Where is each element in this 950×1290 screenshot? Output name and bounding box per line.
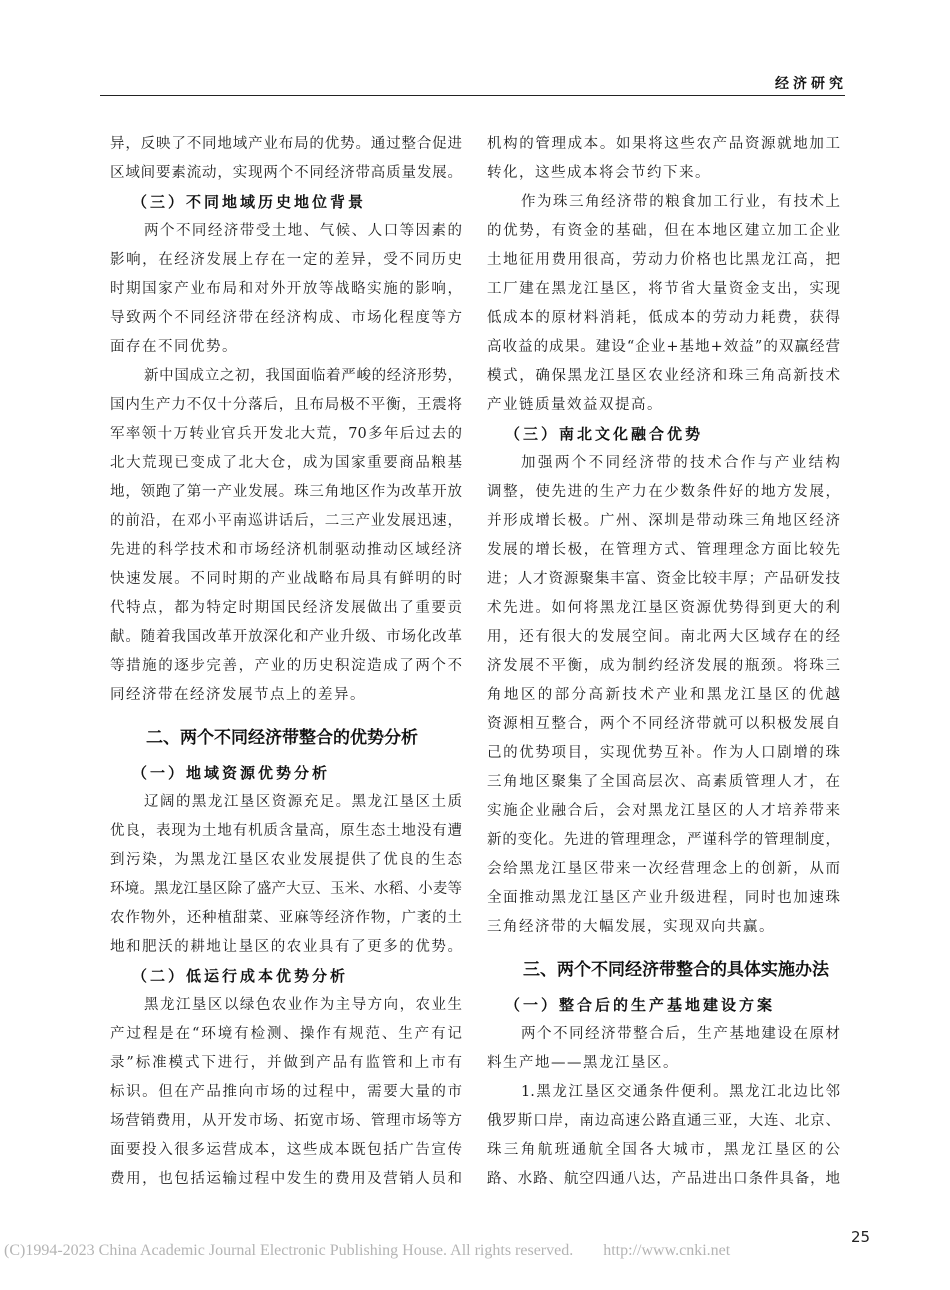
copyright-text: (C)1994-2023 China Academic Journal Electronic Publishing House. All rights reserved. (4, 1242, 574, 1259)
paragraph-line: 珠三角航班通航全国各大城市，黑龙江垦区的公 (487, 1142, 840, 1158)
paragraph-line: 时期国家产业布局和对外开放等战略实施的影响， (110, 281, 462, 297)
paragraph-line: 发展的增长极，在管理方式、管理理念方面比较先 (487, 542, 840, 558)
subsection-heading-resource: （一）地域资源优势分析 (132, 764, 331, 782)
paragraph-culture (487, 449, 840, 942)
paragraph-line: 新的变化。先进的管理理念，严谨科学的管理制度， (487, 832, 840, 848)
paragraph-history-development (110, 362, 462, 710)
paragraph-line: 农作物外，还种植甜菜、亚麻等经济作物，广袤的土 (110, 910, 462, 926)
paragraph-line: 的优势，有资金的基础，但在本地区建立加工企业 (487, 223, 840, 239)
subsection-heading-production-base: （一）整合后的生产基地建设方案 (505, 996, 776, 1014)
paragraph-continuation (110, 130, 462, 188)
paragraph-line: 环境。黑龙江垦区除了盛产大豆、玉米、水稻、小麦等 (110, 881, 462, 897)
paragraph-line: 高收益的成果。建设“企业+基地+效益”的双赢经营 (487, 339, 840, 355)
paragraph-line: 导致两个不同经济带在经济构成、市场化程度等方 (110, 310, 462, 326)
paragraph-cost (110, 991, 462, 1194)
paragraph-line: 低成本的原材料消耗，低成本的劳动力耗费，获得 (487, 310, 840, 326)
paragraph-line: 资源相互整合，两个不同经济带就可以积极发展自 (487, 716, 840, 732)
paragraph-line: 术先进。如何将黑龙江垦区资源优势得到更大的利 (487, 600, 840, 616)
paragraph-line: 己的优势项目，实现优势互补。作为人口剧增的珠 (487, 745, 840, 761)
paragraph-line: 两个不同经济带整合后，生产基地建设在原材 (521, 1026, 840, 1042)
paragraph-line: 模式，确保黑龙江垦区农业经济和珠三角高新技术 (487, 368, 840, 384)
paragraph-line: 新中国成立之初，我国面临着严峻的经济形势， (144, 368, 462, 384)
paragraph-line: 区域间要素流动，实现两个不同经济带高质量发展。 (110, 165, 462, 181)
paragraph-line: 标识。但在产品推向市场的过程中，需要大量的市 (110, 1084, 462, 1100)
paragraph-line: 角地区的部分高新技术产业和黑龙江垦区的优越 (487, 687, 840, 703)
footer-url: http://www.cnki.net (603, 1242, 731, 1259)
subsection-heading-history: （三）不同地域历史地位背景 (132, 193, 367, 211)
paragraph-line: 实施企业融合后，会对黑龙江垦区的人才培养带来 (487, 803, 840, 819)
paragraph-production-base (487, 1020, 840, 1078)
paragraph-line: 两个不同经济带受土地、气候、人口等因素的 (144, 223, 462, 239)
paragraph-line: 先进的科学技术和市场经济机制驱动推动区域经济 (110, 542, 462, 558)
paragraph-line: 三角地区聚集了全国高层次、高素质管理人才，在 (487, 774, 840, 790)
paragraph-line: 土地征用费用很高，劳动力价格也比黑龙江高，把 (487, 252, 840, 268)
paragraph-transportation (487, 1078, 840, 1194)
paragraph-line: 进；人才资源聚集丰富、资金比较丰厚；产品研发技 (487, 571, 840, 587)
copyright-footer (4, 1242, 730, 1260)
paragraph-line: 异，反映了不同地域产业布局的优势。通过整合促进 (110, 136, 462, 152)
paragraph-line: 影响，在经济发展上存在一定的差异，受不同历史 (110, 252, 462, 268)
header-divider (100, 95, 845, 96)
paragraph-line: 产业链质量效益双提高。 (487, 397, 663, 413)
paragraph-line: 三角经济带的大幅发展，实现双向共赢。 (487, 919, 775, 935)
paragraph-line: 国内生产力不仅十分落后，且布局极不平衡，王震将 (110, 397, 462, 413)
paragraph-line: 献。随着我国改革开放深化和产业升级、市场化改革 (110, 629, 462, 645)
paragraph-line: 面要投入很多运营成本，这些成本既包括广告宣传 (110, 1142, 462, 1158)
paragraph-line: 产过程是在“环境有检测、操作有规范、生产有记 (110, 1026, 462, 1042)
paragraph-line: 场营销费用，从开发市场、拓宽市场、管理市场等方 (110, 1113, 462, 1129)
paragraph-line: 等措施的逐步完善，产业的历史积淀造成了两个不 (110, 658, 462, 674)
paragraph-line: 俄罗斯口岸，南边高速公路直通三亚，大连、北京、 (487, 1113, 840, 1129)
paragraph-history-factors (110, 217, 462, 362)
paragraph-line: 地，领跑了第一产业发展。珠三角地区作为改革开放 (110, 484, 462, 500)
paragraph-line: 转化，这些成本将会节约下来。 (487, 165, 711, 181)
paragraph-line: 军率领十万转业官兵开发北大荒，70多年后过去的 (110, 426, 462, 442)
paragraph-line: 的前沿，在邓小平南巡讲话后，二三产业发展迅速， (110, 513, 462, 529)
paragraph-line: 工厂建在黑龙江垦区，将节省大量资金支出，实现 (487, 281, 840, 297)
paragraph-line: 机构的管理成本。如果将这些农产品资源就地加工 (487, 136, 840, 152)
paragraph-line: 料生产地——黑龙江垦区。 (487, 1055, 679, 1071)
paragraph-cost-continuation (487, 130, 840, 188)
paragraph-line: 全面推动黑龙江垦区产业升级进程，同时也加速珠 (487, 890, 840, 906)
paragraph-line: 路、水路、航空四通八达，产品进出口条件具备，地 (487, 1171, 840, 1187)
paragraph-line: 北大荒现已变成了北大仓，成为国家重要商品粮基 (110, 455, 462, 471)
paragraph-line: 1.黑龙江垦区交通条件便利。黑龙江北边比邻 (521, 1084, 840, 1100)
subsection-heading-culture: （三）南北文化融合优势 (505, 425, 704, 443)
left-column (110, 130, 462, 1194)
paragraph-line: 加强两个不同经济带的技术合作与产业结构 (521, 455, 840, 471)
paragraph-line: 到污染，为黑龙江垦区农业发展提供了优良的生态 (110, 852, 462, 868)
paragraph-line: 济发展不平衡，成为制约经济发展的瓶颈。将珠三 (487, 658, 840, 674)
paragraph-resource (110, 788, 462, 962)
journal-section-title: 经济研究 (775, 76, 847, 92)
paragraph-line: 同经济带在经济发展节点上的差异。 (110, 687, 366, 703)
paragraph-line: 并形成增长极。广州、深圳是带动珠三角地区经济 (487, 513, 840, 529)
paragraph-line: 黑龙江垦区以绿色农业作为主导方向，农业生 (144, 997, 462, 1013)
paragraph-line: 代特点，都为特定时期国民经济发展做出了重要贡 (110, 600, 462, 616)
section-heading-implementation: 三、两个不同经济带整合的具体实施办法 (523, 960, 829, 980)
paragraph-line: 地和肥沃的耕地让垦区的农业具有了更多的优势。 (110, 939, 462, 955)
page-number: 25 (851, 1228, 871, 1246)
paragraph-line: 快速发展。不同时期的产业战略布局具有鲜明的时 (110, 571, 462, 587)
paragraph-line: 辽阔的黑龙江垦区资源充足。黑龙江垦区土质 (144, 794, 462, 810)
paragraph-line: 调整，使先进的生产力在少数条件好的地方发展， (487, 484, 840, 500)
section-heading-advantages: 二、两个不同经济带整合的优势分析 (146, 728, 418, 748)
paragraph-line: 优良，表现为土地有机质含量高，原生态土地没有遭 (110, 823, 462, 839)
paragraph-line: 作为珠三角经济带的粮食加工行业，有技术上 (521, 194, 840, 210)
paragraph-line: 费用，也包括运输过程中发生的费用及营销人员和 (110, 1171, 462, 1187)
paragraph-line: 面存在不同优势。 (110, 339, 238, 355)
paragraph-line: 录”标准模式下进行，并做到产品有监管和上市有 (110, 1055, 462, 1071)
paragraph-line: 会给黑龙江垦区带来一次经营理念上的创新，从而 (487, 861, 840, 877)
paragraph-processing (487, 188, 840, 420)
right-column (487, 130, 840, 1194)
paragraph-line: 用，还有很大的发展空间。南北两大区域存在的经 (487, 629, 840, 645)
subsection-heading-cost: （二）低运行成本优势分析 (132, 967, 349, 985)
